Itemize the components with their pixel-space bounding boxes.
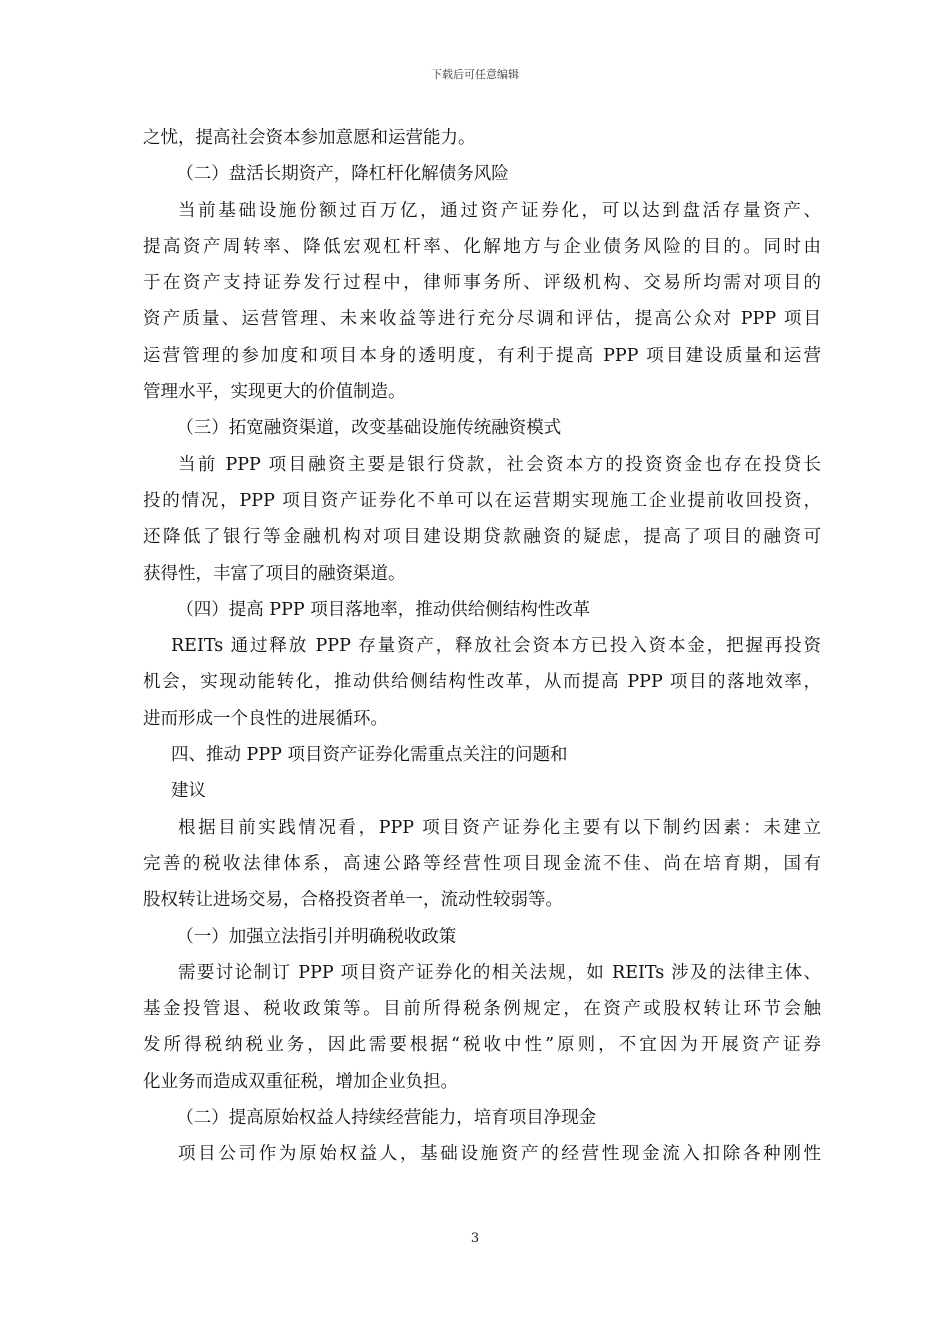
paragraph-line: 还降低了银行等金融机构对项目建设期贷款融资的疑虑，提高了项目的融资可 (143, 527, 821, 548)
section-heading: （二）提高原始权益人持续经营能力，培育项目净现金 (176, 1108, 597, 1129)
paragraph-line: 管理水平，实现更大的价值制造。 (143, 382, 406, 403)
paragraph-line: 获得性，丰富了项目的融资渠道。 (143, 563, 406, 584)
paragraph-line: 项目公司作为原始权益人，基础设施资产的经营性现金流入扣除各种刚性 (178, 1144, 821, 1165)
paragraph-line: 提高资产周转率、降低宏观杠杆率、化解地方与企业债务风险的目的。同时由 (143, 236, 821, 257)
paragraph-line: 资产质量、运营管理、未来收益等进行充分尽调和评估，提高公众对 PPP 项目 (143, 309, 821, 330)
paragraph-line: 化业务而造成双重征税，增加企业负担。 (143, 1071, 458, 1092)
paragraph-line: 运营管理的参加度和项目本身的透明度，有利于提高 PPP 项目建设质量和运营 (143, 345, 821, 366)
paragraph-line: 需要讨论制订 PPP 项目资产证券化的相关法规，如 REITs 涉及的法律主体、 (178, 962, 821, 983)
paragraph-line: REITs 通过释放 PPP 存量资产，释放社会资本方已投入资本金，把握再投资 (171, 636, 821, 657)
section-heading: （三）拓宽融资渠道，改变基础设施传统融资模式 (176, 418, 562, 439)
paragraph-line: 当前基础设施份额过百万亿，通过资产证券化，可以达到盘活存量资产、 (178, 200, 821, 221)
chapter-heading: 建议 (171, 781, 206, 802)
page-number: 3 (470, 1231, 480, 1246)
paragraph-line: 进而形成一个良性的进展循环。 (143, 708, 388, 729)
paragraph-line: 完善的税收法律体系，高速公路等经营性项目现金流不佳、尚在培育期，国有 (143, 853, 821, 874)
paragraph-line: 基金投管退、税收政策等。目前所得税条例规定，在资产或股权转让环节会触 (143, 999, 821, 1020)
paragraph-line: 之忧，提高社会资本参加意愿和运营能力。 (143, 128, 476, 148)
paragraph-line: 投的情况，PPP 项目资产证券化不单可以在运营期实现施工企业提前收回投资， (143, 490, 821, 511)
page-header: 下载后可任意编辑 (431, 68, 519, 81)
paragraph-line: 当前 PPP 项目融资主要是银行贷款，社会资本方的投资资金也存在投贷长 (178, 454, 821, 475)
paragraph-line: 发所得税纳税业务，因此需要根据“税收中性”原则，不宜因为开展资产证券 (143, 1035, 821, 1056)
paragraph-line: 股权转让进场交易，合格投资者单一，流动性较弱等。 (143, 890, 563, 911)
section-heading: （一）加强立法指引并明确税收政策 (176, 926, 457, 947)
document-body (143, 120, 821, 1173)
paragraph-line: 根据目前实践情况看，PPP 项目资产证券化主要有以下制约因素：未建立 (178, 817, 821, 838)
chapter-heading: 四、推动 PPP 项目资产证券化需重点关注的问题和 (171, 745, 568, 766)
paragraph-line: 于在资产支持证券发行过程中，律师事务所、评级机构、交易所均需对项目的 (143, 273, 821, 294)
section-heading: （二）盘活长期资产，降杠杆化解债务风险 (176, 164, 509, 185)
section-heading: （四）提高 PPP 项目落地率，推动供给侧结构性改革 (176, 599, 591, 620)
paragraph-line: 机会，实现动能转化，推动供给侧结构性改革，从而提高 PPP 项目的落地效率， (143, 672, 821, 693)
